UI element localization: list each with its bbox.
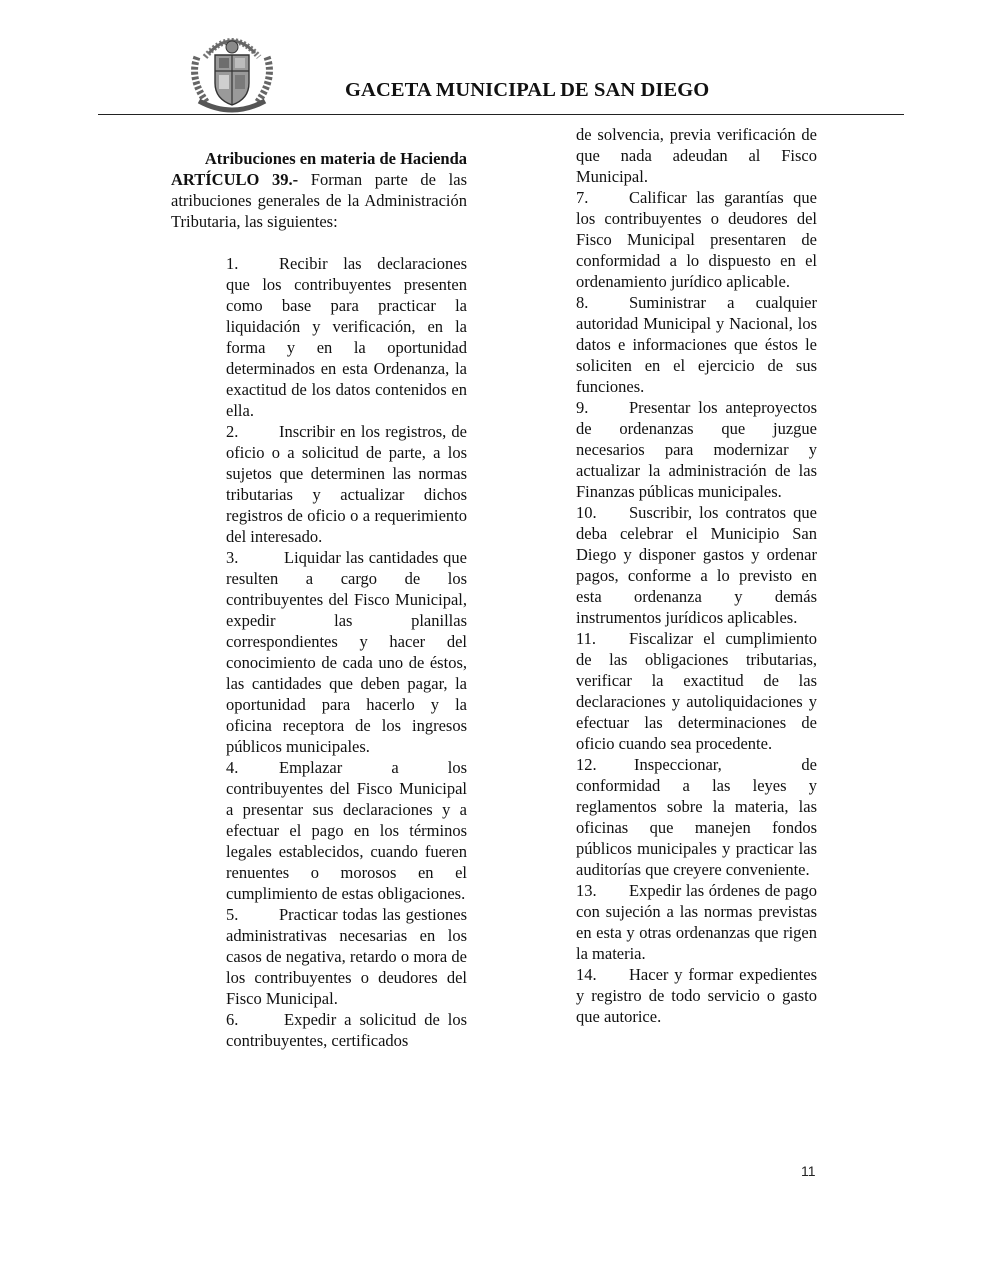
item-text: Recibir las declaraciones que los contribuyentes presenten como base para practicar la liquidación y verificación, en la forma y en la oportunidad determinados en esta Ordenanza, la exactitud de los datos contenidos en ella. — [226, 254, 467, 420]
list-item — [576, 628, 817, 754]
list-item — [576, 964, 817, 1027]
right-column — [576, 124, 817, 1027]
item-number: 8. — [576, 293, 589, 312]
page-number: 11 — [801, 1163, 816, 1179]
list-item — [576, 187, 817, 292]
list-item — [226, 421, 467, 547]
item-number: 1. — [226, 254, 239, 273]
list-item — [226, 1009, 467, 1051]
list-item — [576, 754, 817, 880]
article-intro-text: Forman parte de las atribuciones generales de la Administración Tributaria, las siguientes: — [171, 170, 467, 231]
item-text: Inspeccionar, de conformidad a las leyes y reglamentos sobre la materia, las oficinas que manejen fondos públicos municipales y practicar las auditorías que creyere conveniente. — [576, 755, 817, 879]
item-number: 3. — [226, 548, 239, 567]
item-text: Suministrar a cualquier autoridad Municipal y Nacional, los datos e informaciones que éstos le soliciten en el ejercicio de sus funciones. — [576, 293, 817, 396]
item-number: 12. — [576, 755, 597, 774]
list-item — [576, 880, 817, 964]
list-item — [576, 502, 817, 628]
item-text: Fiscalizar el cumplimiento de las obligaciones tributarias, verificar la exactitud de las declaraciones y autoliquidaciones y efectuar las determinaciones de oficio cuando sea procedente. — [576, 629, 817, 753]
article-label: ARTÍCULO 39.- — [171, 170, 299, 189]
item-number: 14. — [576, 965, 597, 984]
item-text: Expedir las órdenes de pago con sujeción a las normas previstas en esta y otras ordenanzas que rigen la materia. — [576, 881, 817, 963]
list-item — [576, 397, 817, 502]
item-text: Suscribir, los contratos que deba celebrar el Municipio San Diego y disponer gastos y ordenar pagos, conforme a lo previsto en esta ordenanza y demás instrumentos jurídicos aplicables. — [576, 503, 817, 627]
list-item — [576, 292, 817, 397]
item-number: 13. — [576, 881, 597, 900]
item-number: 5. — [226, 905, 239, 924]
municipal-seal-icon — [185, 27, 279, 115]
item-text: Practicar todas las gestiones administrativas necesarias en los casos de negativa, retardo o mora de los contribuyentes o deudores del Fisco Municipal. — [226, 905, 467, 1008]
left-column — [171, 148, 467, 1051]
item-number: 11. — [576, 629, 597, 648]
item-number: 9. — [576, 398, 589, 417]
attributions-list-part-1 — [226, 253, 467, 1051]
header-divider — [98, 114, 904, 115]
item-text: Hacer y formar expedientes y registro de todo servicio o gasto que autorice. — [576, 965, 817, 1026]
item-continuation: de solvencia, previa verificación de que nada adeudan al Fisco Municipal. — [576, 125, 817, 186]
item-text: Inscribir en los registros, de oficio o a solicitud de parte, a los sujetos que determinen las normas tributarias y actualizar dichos registros de oficio o a requerimiento del interesado. — [226, 422, 467, 546]
item-text: Liquidar las cantidades que resulten a cargo de los contribuyentes del Fisco Municipal, expedir las planillas correspondientes y hacer del conocimiento de cada uno de éstos, las cantidades que deben pagar, la oportunidad para hacerlo y la oficina receptora de los ingresos públicos municipales. — [226, 548, 467, 756]
list-item — [226, 547, 467, 757]
item-text: Calificar las garantías que los contribuyentes o deudores del Fisco Municipal presentaren de conformidad a lo dispuesto en el ordenamiento jurídico aplicable. — [576, 188, 817, 291]
item-number: 7. — [576, 188, 589, 207]
section-heading: Atribuciones en materia de Hacienda — [204, 149, 467, 168]
item-number: 4. — [226, 758, 239, 777]
item-number: 10. — [576, 503, 597, 522]
list-item — [226, 904, 467, 1009]
item-text: Presentar los anteproyectos de ordenanzas que juzgue necesarios para modernizar y actualizar la administración de las Finanzas públicas municipales. — [576, 398, 817, 501]
list-item — [226, 757, 467, 904]
gazette-title: GACETA MUNICIPAL DE SAN DIEGO — [345, 79, 710, 101]
item-number: 2. — [226, 422, 239, 441]
item-text: Emplazar a los contribuyentes del Fisco Municipal a presentar sus declaraciones y a efectuar el pago en los términos legales establecidos, cuando fueren renuentes o morosos en el cumplimiento de estas obligaciones. — [226, 758, 467, 903]
article-intro — [171, 169, 467, 232]
item-text: Expedir a solicitud de los contribuyentes, certificados — [226, 1010, 467, 1050]
list-item — [226, 253, 467, 421]
item-number: 6. — [226, 1010, 239, 1029]
